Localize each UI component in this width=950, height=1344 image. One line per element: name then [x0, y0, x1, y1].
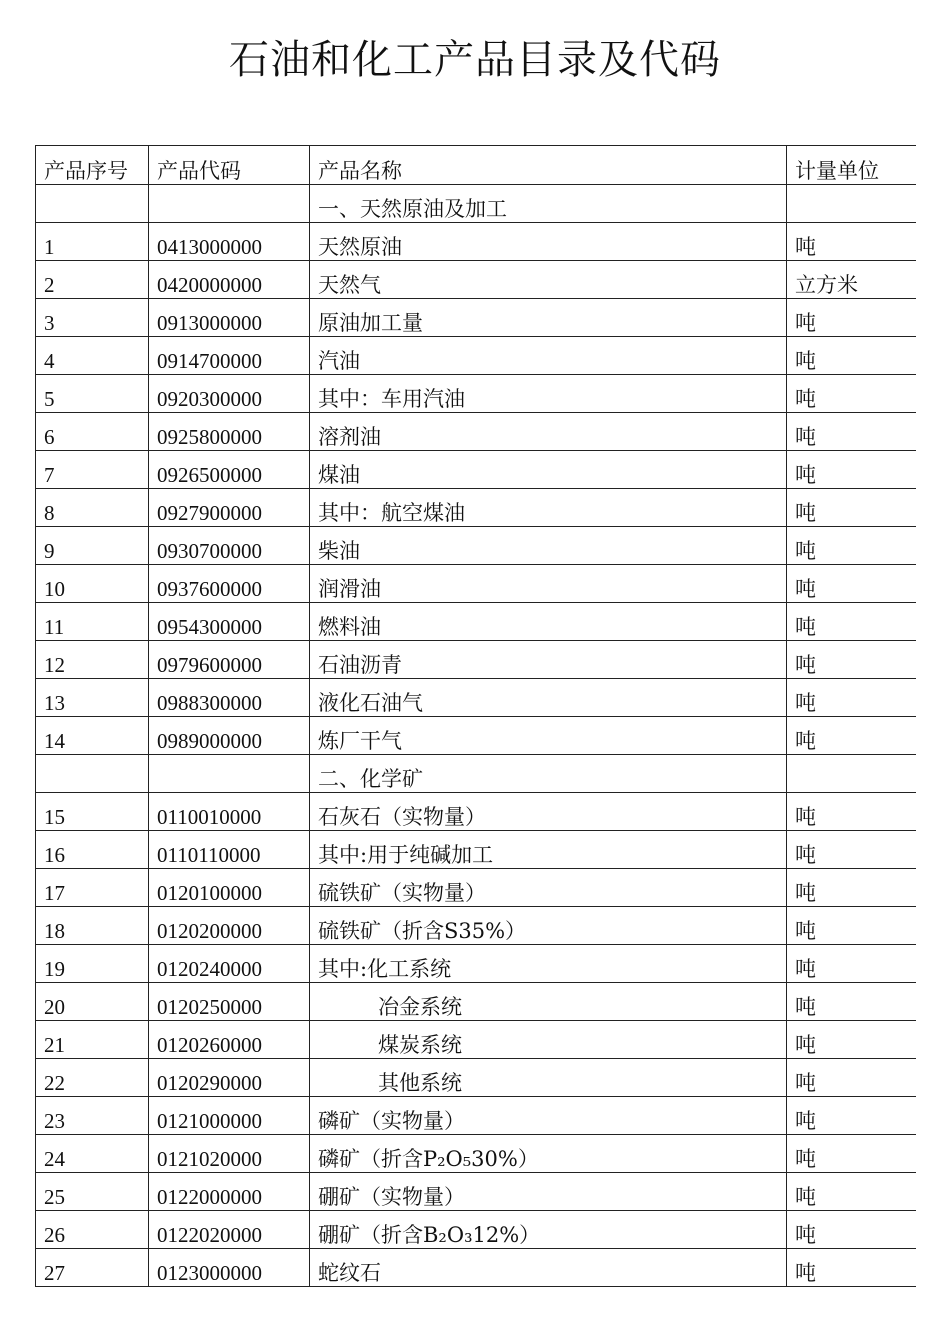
cell-seq: 1: [36, 223, 149, 261]
cell-name: 原油加工量: [310, 299, 787, 337]
cell-unit: 立方米: [787, 261, 917, 299]
cell-seq: 11: [36, 603, 149, 641]
cell-seq: 24: [36, 1135, 149, 1173]
product-table: [35, 145, 916, 1287]
cell-unit: 吨: [787, 679, 917, 717]
cell-code: 0914700000: [149, 337, 310, 375]
table-row: [36, 945, 917, 983]
table-row: [36, 337, 917, 375]
cell-unit: 吨: [787, 945, 917, 983]
cell-code: 0110110000: [149, 831, 310, 869]
cell-name: 柴油: [310, 527, 787, 565]
cell-seq: 19: [36, 945, 149, 983]
cell-name: 二、化学矿: [310, 755, 787, 793]
cell-name: 磷矿（折含P₂O₅30%）: [310, 1135, 787, 1173]
cell-code: 0989000000: [149, 717, 310, 755]
cell-seq: 12: [36, 641, 149, 679]
table-row: [36, 1211, 917, 1249]
cell-seq: 15: [36, 793, 149, 831]
cell-unit: 吨: [787, 717, 917, 755]
cell-name: 蛇纹石: [310, 1249, 787, 1287]
cell-code: 0123000000: [149, 1249, 310, 1287]
cell-unit: [787, 755, 917, 793]
table-row: [36, 527, 917, 565]
table-row: [36, 983, 917, 1021]
cell-unit: 吨: [787, 375, 917, 413]
table-row: [36, 565, 917, 603]
cell-seq: 16: [36, 831, 149, 869]
cell-code: 0926500000: [149, 451, 310, 489]
cell-seq: [36, 755, 149, 793]
cell-seq: 21: [36, 1021, 149, 1059]
cell-name: 其中:用于纯碱加工: [310, 831, 787, 869]
table-row: [36, 1173, 917, 1211]
table-row: [36, 793, 917, 831]
cell-code: [149, 755, 310, 793]
cell-name: 溶剂油: [310, 413, 787, 451]
cell-code: 0120240000: [149, 945, 310, 983]
cell-name: 汽油: [310, 337, 787, 375]
cell-seq: 20: [36, 983, 149, 1021]
table-row: [36, 489, 917, 527]
cell-code: 0420000000: [149, 261, 310, 299]
cell-seq: 3: [36, 299, 149, 337]
cell-name: 石油沥青: [310, 641, 787, 679]
table-row: [36, 1249, 917, 1287]
cell-unit: 吨: [787, 223, 917, 261]
table-row: [36, 755, 917, 793]
cell-code: 0954300000: [149, 603, 310, 641]
cell-code: 0122020000: [149, 1211, 310, 1249]
cell-code: 0920300000: [149, 375, 310, 413]
cell-code: 0937600000: [149, 565, 310, 603]
cell-name: 燃料油: [310, 603, 787, 641]
cell-unit: 吨: [787, 907, 917, 945]
cell-seq: 2: [36, 261, 149, 299]
cell-seq: 4: [36, 337, 149, 375]
cell-code: 0120250000: [149, 983, 310, 1021]
header-name: 产品名称: [310, 146, 787, 185]
cell-unit: 吨: [787, 337, 917, 375]
cell-code: 0930700000: [149, 527, 310, 565]
table-row: [36, 223, 917, 261]
cell-name: 煤炭系统: [310, 1021, 787, 1059]
cell-unit: 吨: [787, 489, 917, 527]
cell-unit: [787, 185, 917, 223]
table-row: [36, 679, 917, 717]
cell-name: 磷矿（实物量）: [310, 1097, 787, 1135]
page-title: 石油和化工产品目录及代码: [229, 37, 721, 83]
cell-name: 天然气: [310, 261, 787, 299]
cell-code: 0120200000: [149, 907, 310, 945]
cell-unit: 吨: [787, 1021, 917, 1059]
table-row: [36, 1021, 917, 1059]
table-header-row: [36, 146, 917, 185]
cell-unit: 吨: [787, 1249, 917, 1287]
cell-code: 0120100000: [149, 869, 310, 907]
cell-name: 其他系统: [310, 1059, 787, 1097]
cell-unit: 吨: [787, 413, 917, 451]
table-row: [36, 1059, 917, 1097]
cell-name: 天然原油: [310, 223, 787, 261]
cell-unit: 吨: [787, 983, 917, 1021]
cell-seq: 27: [36, 1249, 149, 1287]
cell-code: 0913000000: [149, 299, 310, 337]
cell-unit: 吨: [787, 527, 917, 565]
header-unit: 计量单位: [787, 146, 917, 185]
cell-unit: 吨: [787, 1211, 917, 1249]
cell-code: 0110010000: [149, 793, 310, 831]
cell-name: 冶金系统: [310, 983, 787, 1021]
cell-unit: 吨: [787, 1059, 917, 1097]
cell-seq: 25: [36, 1173, 149, 1211]
cell-seq: 5: [36, 375, 149, 413]
cell-unit: 吨: [787, 793, 917, 831]
cell-name: 一、天然原油及加工: [310, 185, 787, 223]
cell-seq: 6: [36, 413, 149, 451]
cell-unit: 吨: [787, 1135, 917, 1173]
cell-name: 煤油: [310, 451, 787, 489]
table-row: [36, 907, 917, 945]
cell-unit: 吨: [787, 831, 917, 869]
cell-name: 石灰石（实物量）: [310, 793, 787, 831]
table-row: [36, 375, 917, 413]
cell-unit: 吨: [787, 299, 917, 337]
table-row: [36, 1135, 917, 1173]
cell-unit: 吨: [787, 1173, 917, 1211]
cell-code: 0121000000: [149, 1097, 310, 1135]
table-body: [36, 185, 917, 1287]
cell-seq: 17: [36, 869, 149, 907]
table-row: [36, 641, 917, 679]
cell-code: 0413000000: [149, 223, 310, 261]
table-row: [36, 299, 917, 337]
cell-name: 润滑油: [310, 565, 787, 603]
table-row: [36, 451, 917, 489]
cell-code: [149, 185, 310, 223]
cell-seq: 14: [36, 717, 149, 755]
cell-code: 0120260000: [149, 1021, 310, 1059]
cell-unit: 吨: [787, 1097, 917, 1135]
header-seq: 产品序号: [36, 146, 149, 185]
cell-seq: 22: [36, 1059, 149, 1097]
cell-unit: 吨: [787, 641, 917, 679]
table-row: [36, 603, 917, 641]
table-row: [36, 869, 917, 907]
cell-code: 0988300000: [149, 679, 310, 717]
cell-name: 硼矿（实物量）: [310, 1173, 787, 1211]
cell-seq: 7: [36, 451, 149, 489]
cell-unit: 吨: [787, 565, 917, 603]
product-table-wrap: [35, 145, 916, 1303]
table-row: [36, 831, 917, 869]
cell-name: 硼矿（折含B₂O₃12%）: [310, 1211, 787, 1249]
cell-name: 其中:化工系统: [310, 945, 787, 983]
table-row: [36, 413, 917, 451]
table-row: [36, 717, 917, 755]
cell-seq: 8: [36, 489, 149, 527]
cell-seq: 18: [36, 907, 149, 945]
cell-code: 0121020000: [149, 1135, 310, 1173]
cell-name: 其中：车用汽油: [310, 375, 787, 413]
table-row: [36, 185, 917, 223]
cell-seq: 9: [36, 527, 149, 565]
cell-code: 0120290000: [149, 1059, 310, 1097]
cell-code: 0979600000: [149, 641, 310, 679]
cell-seq: 26: [36, 1211, 149, 1249]
cell-seq: 13: [36, 679, 149, 717]
cell-unit: 吨: [787, 869, 917, 907]
header-code: 产品代码: [149, 146, 310, 185]
cell-unit: 吨: [787, 603, 917, 641]
cell-code: 0122000000: [149, 1173, 310, 1211]
table-row: [36, 1097, 917, 1135]
cell-name: 硫铁矿（折含S35%）: [310, 907, 787, 945]
cell-seq: [36, 185, 149, 223]
cell-name: 硫铁矿（实物量）: [310, 869, 787, 907]
cell-name: 液化石油气: [310, 679, 787, 717]
cell-code: 0927900000: [149, 489, 310, 527]
cell-name: 炼厂干气: [310, 717, 787, 755]
cell-code: 0925800000: [149, 413, 310, 451]
cell-seq: 23: [36, 1097, 149, 1135]
table-row: [36, 261, 917, 299]
cell-name: 其中：航空煤油: [310, 489, 787, 527]
cell-seq: 10: [36, 565, 149, 603]
cell-unit: 吨: [787, 451, 917, 489]
